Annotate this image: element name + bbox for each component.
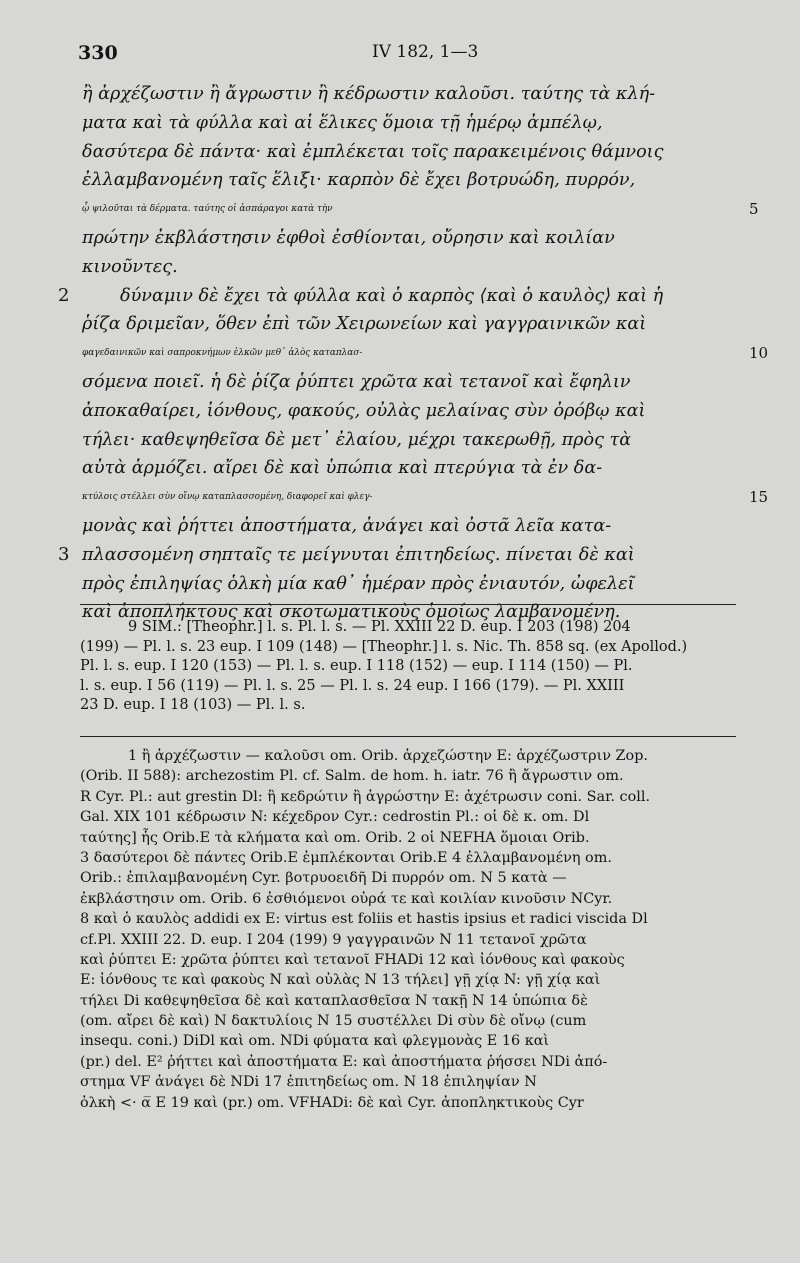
text-line bbox=[82, 339, 769, 368]
apparatus-line: στημα VF ἀνάγει δὲ NDi 17 ἐπιτηδείως om. N 18 ἐπιληψίαν N bbox=[80, 1074, 537, 1091]
testimonia-line: 23 D. eup. I 18 (103) — Pl. l. s. bbox=[80, 697, 306, 714]
text-line bbox=[82, 397, 722, 426]
text-line bbox=[82, 570, 722, 599]
text-line bbox=[58, 282, 722, 311]
text-line bbox=[82, 166, 722, 195]
line-number: 10 bbox=[749, 344, 769, 363]
apparatus-line: (pr.) del. E² ῥήττει καὶ ἀποστήματα E: καὶ ἀποστήματα ῥήσσει NDi ἀπό- bbox=[80, 1053, 608, 1070]
text-line bbox=[58, 541, 722, 570]
apparatus-line: Orib.: ἐπιλαμβανομένη Cyr. βοτρυοειδῆ Di πυρρόν om. N 5 κατὰ — bbox=[80, 870, 567, 887]
line-text: πρὸς ἐπιληψίας ὁλκὴ μία καθ᾽ ἡμέραν πρὸς ἐνιαυτόν, ὠφελεῖ bbox=[82, 573, 635, 594]
text-line bbox=[82, 195, 759, 224]
apparatus-line: cf.Pl. XXIII 22. D. eup. I 204 (199) 9 γαγγραινῶν N 11 τετανοῖ χρῶτα bbox=[80, 931, 587, 948]
line-text: καὶ ἀποπλήκτους καὶ σκοτωματικοὺς ὁμοίως λαμβανομένη. bbox=[82, 602, 621, 623]
testimonia-line: l. s. eup. I 56 (119) — Pl. l. s. 25 — Pl. l. s. 24 eup. I 166 (179). — Pl. XXIII bbox=[80, 677, 625, 694]
running-head: IV 182, 1—3 bbox=[372, 42, 479, 62]
page-number: 330 bbox=[78, 42, 118, 64]
apparatus-line: (Orib. II 588): archezostim Pl. cf. Salm. de hom. h. iatr. 76 ἢ ἄγρωστιν om. bbox=[80, 768, 624, 785]
critical-apparatus bbox=[80, 746, 742, 1113]
testimonia-line: 9 SIM.: [Theophr.] l. s. Pl. l. s. — Pl. XXIII 22 D. eup. I 203 (198) 204 bbox=[128, 619, 631, 635]
line-text: φαγεδαινικῶν καὶ σαπροκνήμων ἑλκῶν μεθ᾽ ἁλὸς καταπλασ- bbox=[82, 348, 363, 359]
apparatus-line: ὁλκὴ <· α̅ E 19 καὶ (pr.) om. VFHADi: δὲ καὶ Cyr. ἀποπληκτικοὺς Cyr bbox=[80, 1094, 584, 1111]
apparatus-line: 1 ἢ ἀρχέζωστιν — καλοῦσι om. Orib. ἀρχεζώστην E: ἀρχέζωστριν Zop. bbox=[128, 748, 649, 764]
text-line bbox=[82, 80, 722, 109]
apparatus-line: καὶ ῥύπτει E: χρῶτα ῥύπτει καὶ τετανοῖ FHADi 12 καὶ ἰόνθους καὶ φακοὺς bbox=[80, 951, 625, 968]
apparatus-line: E: ἰόνθους τε καὶ φακοὺς N καὶ οὐλὰς N 13 τήλει] γῇ χίᾳ N: γῇ χίᾳ καὶ bbox=[80, 972, 601, 989]
text-line bbox=[82, 109, 722, 138]
greek-main-text bbox=[58, 80, 769, 627]
apparatus-line: 8 καὶ ὁ καυλὸς addidi ex E: virtus est foliis et hastis ipsius et radici viscida Dl bbox=[80, 911, 648, 928]
line-text: ἀποκαθαίρει, ἰόνθους, φακούς, οὐλὰς μελαίνας σὺν ὀρόβῳ καὶ bbox=[82, 400, 646, 421]
paragraph-number: 2 bbox=[58, 284, 70, 306]
line-text: δασύτερα δὲ πάντα· καὶ ἐμπλέκεται τοῖς παρακειμένοις θάμνοις bbox=[82, 141, 664, 162]
line-text: ῥίζα δριμεῖαν, ὅθεν ἐπὶ τῶν Χειρωνείων καὶ γαγγραινικῶν καὶ bbox=[82, 314, 647, 335]
apparatus-line: ταύτης] ἧς Orib.E τὰ κλήματα καὶ om. Orib. 2 οἱ NEFHA ὅμοιαι Orib. bbox=[80, 829, 590, 846]
apparatus-line: Gal. XIX 101 κέδρωσιν N: κέχεδρον Cyr.: cedrostin Pl.: οἱ δὲ κ. om. Dl bbox=[80, 809, 590, 826]
apparatus-line: R Cyr. Pl.: aut grestin Dl: ἢ κεδρώτιν ἢ ἀγρώστην E: ἀχέτρωσιν coni. Sar. coll. bbox=[80, 788, 651, 805]
apparatus-line: τήλει Di καθεψηθεῖσα δὲ καὶ καταπλασθεῖσα N τακῇ N 14 ὑπώπια δὲ bbox=[80, 992, 588, 1009]
line-number: 5 bbox=[749, 200, 759, 219]
text-line bbox=[82, 138, 722, 167]
line-text: μονὰς καὶ ῥήττει ἀποστήματα, ἀνάγει καὶ ὀστᾶ λεῖα κατα- bbox=[82, 515, 612, 536]
line-text: ματα καὶ τὰ φύλλα καὶ αἱ ἕλικες ὅμοια τῇ ἡμέρῳ ἀμπέλῳ, bbox=[82, 112, 603, 133]
apparatus-line: 3 δασύτεροι δὲ πάντες Orib.E ἐμπλέκονται Orib.E 4 ἐλλαμβανομένη om. bbox=[80, 849, 612, 866]
line-text: ἐλλαμβανομένη ταῖς ἕλιξι· καρπὸν δὲ ἔχει βοτρυώδη, πυρρόν, bbox=[82, 170, 636, 191]
text-line bbox=[82, 253, 722, 282]
paragraph-number: 3 bbox=[58, 543, 70, 565]
divider-rule bbox=[80, 604, 736, 605]
testimonia-line: (199) — Pl. l. s. 23 eup. I 109 (148) — [Theophr.] l. s. Nic. Th. 858 sq. (ex Apollod.) bbox=[80, 638, 688, 655]
text-line bbox=[82, 454, 722, 483]
text-line bbox=[82, 426, 722, 455]
divider-rule bbox=[80, 736, 736, 737]
text-line bbox=[82, 224, 722, 253]
apparatus-line: ἐκβλάστησιν om. Orib. 6 ἐσθιόμενοι οὐρά τε καὶ κοιλίαν κινοῦσιν NCyr. bbox=[80, 890, 613, 907]
page-header bbox=[0, 42, 800, 66]
line-number: 15 bbox=[749, 488, 769, 507]
text-line bbox=[82, 512, 722, 541]
line-text: κινοῦντες. bbox=[82, 256, 178, 277]
line-text: κτύλοις στέλλει σὺν οἴνῳ καταπλασσομένη, διαφορεῖ καὶ φλεγ- bbox=[82, 492, 373, 503]
apparatus-line: (om. αἴρει δὲ καὶ) N δακτυλίοις N 15 συστέλλει Di σὺν δὲ οἴνῳ (cum bbox=[80, 1013, 587, 1030]
line-text: αὐτὰ ἁρμόζει. αἴρει δὲ καὶ ὑπώπια καὶ πτερύγια τὰ ἐν δα- bbox=[82, 458, 603, 479]
testimonia-block bbox=[80, 618, 740, 716]
text-line bbox=[82, 483, 769, 512]
line-text: σόμενα ποιεῖ. ἡ δὲ ῥίζα ῥύπτει χρῶτα καὶ τετανοῖ καὶ ἔφηλιν bbox=[82, 371, 631, 392]
text-line bbox=[82, 310, 722, 339]
line-text: δύναμιν δὲ ἔχει τὰ φύλλα καὶ ὁ καρπὸς ⟨καὶ ὁ καυλὸς⟩ καὶ ἡ bbox=[120, 285, 664, 306]
line-text: πλασσομένη σηπταῖς τε μείγνυται ἐπιτηδείως. πίνεται δὲ καὶ bbox=[82, 544, 635, 565]
line-text: ἢ ἀρχέζωστιν ἢ ἄγρωστιν ἢ κέδρωστιν καλοῦσι. ταύτης τὰ κλή- bbox=[82, 84, 656, 104]
apparatus-line: insequ. coni.) DiDl καὶ om. NDi φύματα καὶ φλεγμονὰς E 16 καὶ bbox=[80, 1033, 550, 1050]
text-line bbox=[82, 368, 722, 397]
testimonia-line: Pl. l. s. eup. I 120 (153) — Pl. l. s. eup. I 118 (152) — eup. I 114 (150) — Pl. bbox=[80, 658, 633, 675]
line-text: ᾧ ψιλοῦται τὰ δέρματα. ταύτης οἱ ἀσπάραγοι κατὰ τὴν bbox=[82, 204, 333, 215]
line-text: τήλει· καθεψηθεῖσα δὲ μετ᾽ ἐλαίου, μέχρι τακερωθῇ, πρὸς τὰ bbox=[82, 429, 632, 450]
line-text: πρώτην ἐκβλάστησιν ἑφθοὶ ἐσθίονται, οὔρησιν καὶ κοιλίαν bbox=[82, 227, 615, 248]
